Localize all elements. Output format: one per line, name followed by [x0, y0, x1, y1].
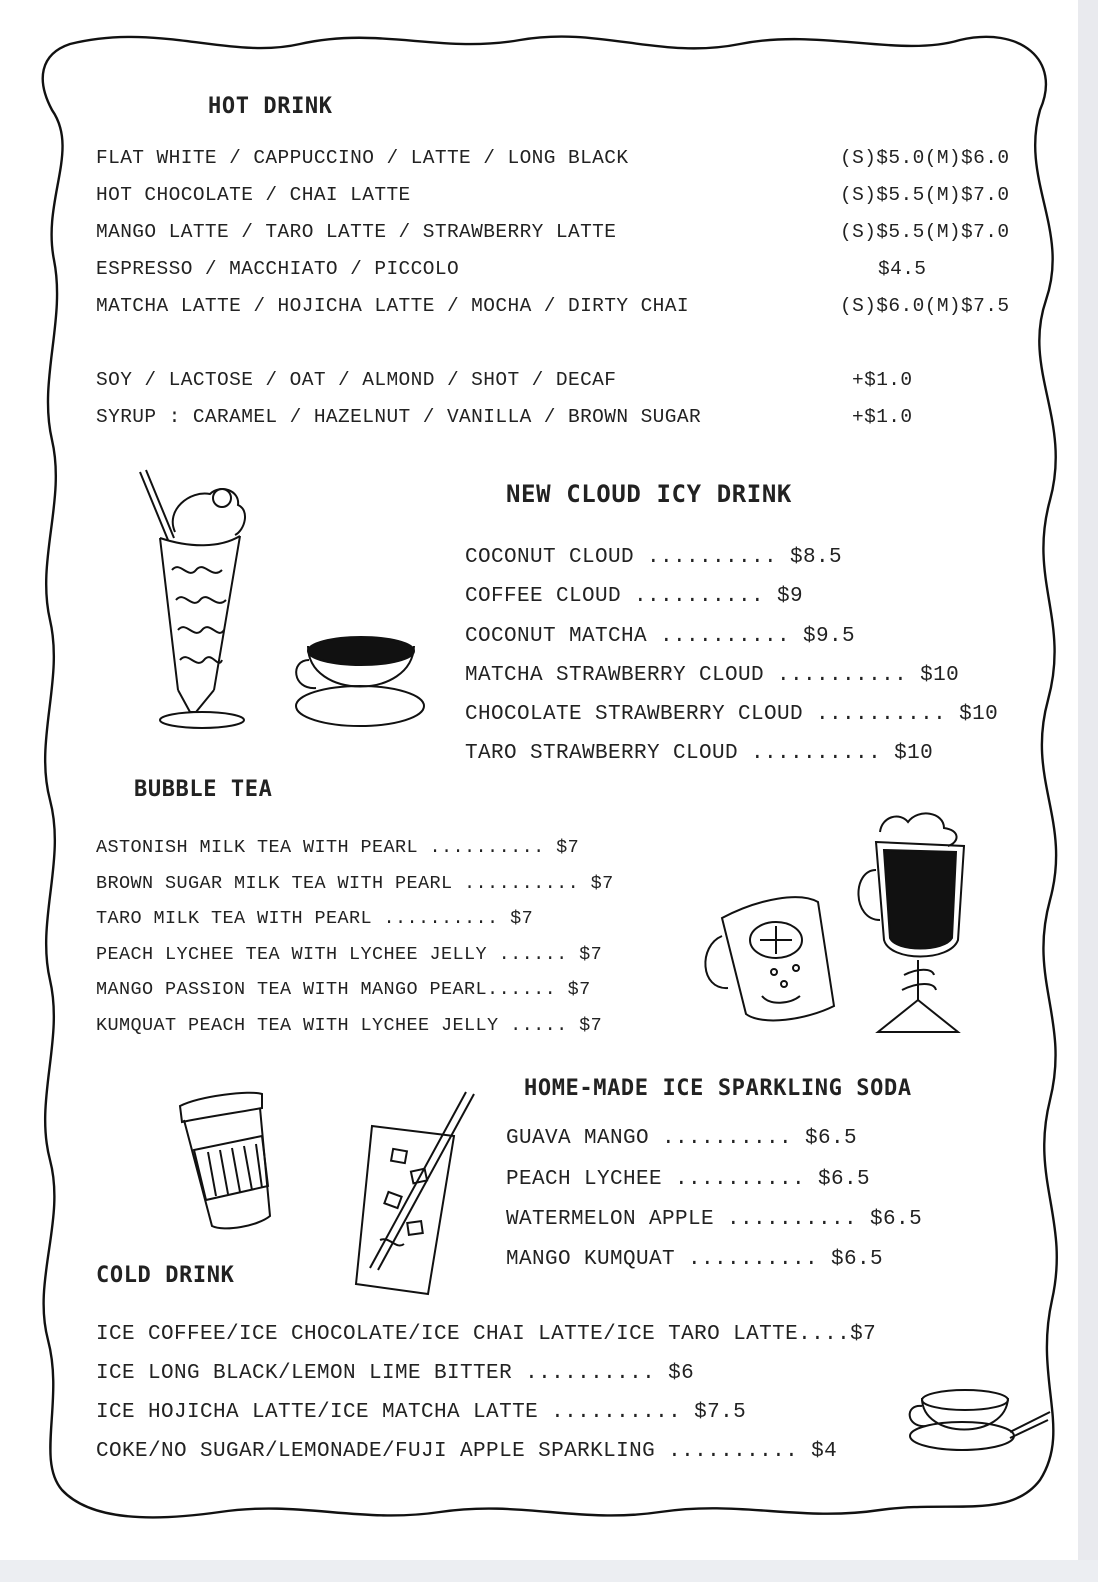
- takeaway-cup-icon: [180, 1093, 270, 1229]
- cold-drink-item: COKE/NO SUGAR/LEMONADE/FUJI APPLE SPARKLING .......... $4: [96, 1440, 838, 1463]
- cloud-icy-item: COCONUT MATCHA .......... $9.5: [465, 625, 856, 648]
- hot-drink-item: MANGO LATTE / TARO LATTE / STRAWBERRY LATTE: [96, 221, 617, 243]
- bubble-tea-item: TARO MILK TEA WITH PEARL .......... $7: [96, 908, 534, 929]
- bubble-tea-item: PEACH LYCHEE TEA WITH LYCHEE JELLY ...... $7: [96, 944, 603, 965]
- bubble-tea-item: MANGO PASSION TEA WITH MANGO PEARL...... $7: [96, 979, 591, 1000]
- soda-item: GUAVA MANGO .......... $6.5: [506, 1127, 858, 1150]
- hot-drink-item: MATCHA LATTE / HOJICHA LATTE / MOCHA / DIRTY CHAI: [96, 295, 689, 317]
- hot-drink-price: (S)$5.0(M)$6.0: [840, 147, 1010, 169]
- bubble-tea-title: BUBBLE TEA: [134, 777, 273, 802]
- hot-drink-price: (S)$6.0(M)$7.5: [840, 295, 1010, 317]
- soda-item: PEACH LYCHEE .......... $6.5: [506, 1168, 871, 1191]
- soda-item: WATERMELON APPLE .......... $6.5: [506, 1208, 923, 1231]
- hot-drink-item: FLAT WHITE / CAPPUCCINO / LATTE / LONG BLACK: [96, 147, 629, 169]
- bubble-tea-item: BROWN SUGAR MILK TEA WITH PEARL .......... $7: [96, 873, 614, 894]
- milkshake-glass-icon: [140, 470, 245, 728]
- soda-item: MANGO KUMQUAT .......... $6.5: [506, 1248, 884, 1271]
- cloud-icy-item: MATCHA STRAWBERRY CLOUD .......... $10: [465, 664, 960, 687]
- hot-drink-extra: SYRUP : CARAMEL / HAZELNUT / VANILLA / BROWN SUGAR: [96, 406, 702, 428]
- bubble-tea-item: ASTONISH MILK TEA WITH PEARL .......... $7: [96, 837, 580, 858]
- teacup-icon: [910, 1390, 1050, 1450]
- bubble-tea-item: KUMQUAT PEACH TEA WITH LYCHEE JELLY ..... $7: [96, 1015, 603, 1036]
- hot-drink-price: (S)$5.5(M)$7.0: [840, 184, 1010, 206]
- hot-drink-price: $4.5: [878, 258, 927, 280]
- cold-drink-title: COLD DRINK: [96, 1263, 235, 1288]
- cloud-icy-item: COFFEE CLOUD .......... $9: [465, 585, 804, 608]
- hot-drink-title: HOT DRINK: [208, 94, 333, 119]
- hot-drink-extra-price: +$1.0: [852, 369, 913, 391]
- hot-drink-price: (S)$5.5(M)$7.0: [840, 221, 1010, 243]
- cold-drink-item: ICE HOJICHA LATTE/ICE MATCHA LATTE .......... $7.5: [96, 1401, 747, 1424]
- hot-drink-item: ESPRESSO / MACCHIATO / PICCOLO: [96, 258, 460, 280]
- iced-drink-glass-icon: [356, 1092, 474, 1294]
- soda-title: HOME-MADE ICE SPARKLING SODA: [524, 1076, 912, 1101]
- cloud-icy-item: CHOCOLATE STRAWBERRY CLOUD .......... $10: [465, 703, 999, 726]
- cloud-icy-item: COCONUT CLOUD .......... $8.5: [465, 546, 843, 569]
- hot-drink-extra: SOY / LACTOSE / OAT / ALMOND / SHOT / DECAF: [96, 369, 617, 391]
- hot-drink-extra-price: +$1.0: [852, 406, 913, 428]
- lemon-tea-mug-icon: [705, 897, 834, 1020]
- cold-drink-item: ICE COFFEE/ICE CHOCOLATE/ICE CHAI LATTE/ICE TARO LATTE....$7: [96, 1323, 877, 1346]
- page-margin: [1078, 0, 1098, 1582]
- cloud-icy-title: NEW CLOUD ICY DRINK: [506, 480, 792, 508]
- irish-coffee-glass-icon: [858, 813, 964, 1032]
- page-bottom-margin: [0, 1560, 1098, 1582]
- cold-drink-item: ICE LONG BLACK/LEMON LIME BITTER .......... $6: [96, 1362, 695, 1385]
- coffee-cup-icon: [296, 637, 424, 726]
- cloud-icy-item: TARO STRAWBERRY CLOUD .......... $10: [465, 742, 934, 765]
- hot-drink-item: HOT CHOCOLATE / CHAI LATTE: [96, 184, 411, 206]
